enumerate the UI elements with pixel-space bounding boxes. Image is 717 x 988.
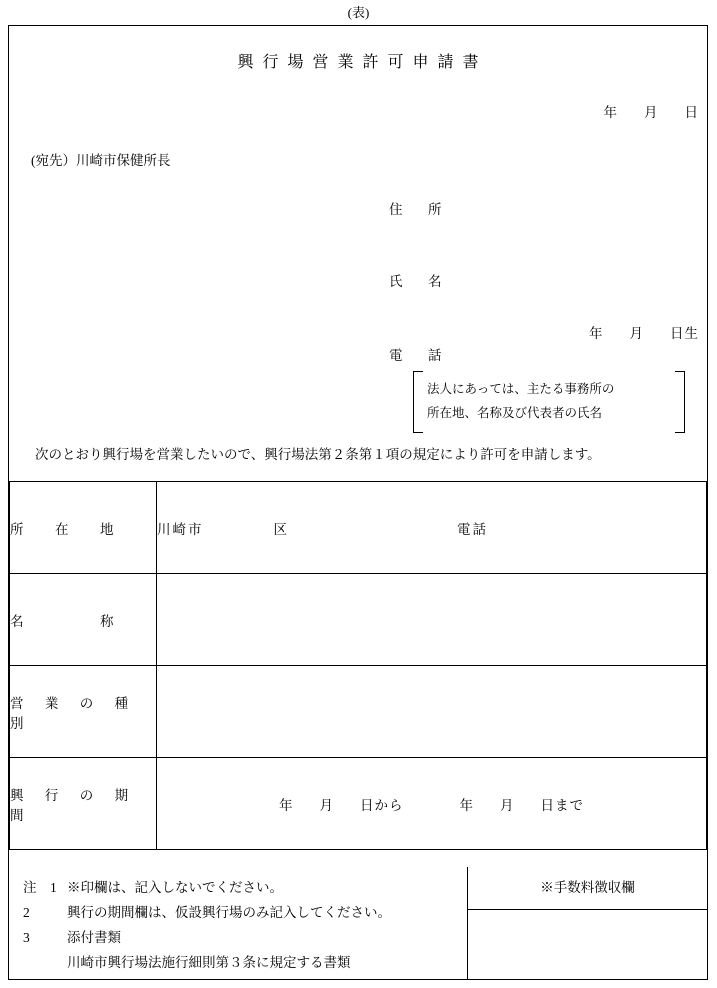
period-to-month: 月 <box>500 797 515 813</box>
period-to-year: 年 <box>459 797 474 813</box>
note-number-3: 3 <box>23 930 30 945</box>
form-table <box>9 481 707 850</box>
list-item <box>23 925 391 950</box>
table-row <box>10 758 707 850</box>
birth-year: 年 <box>589 326 604 341</box>
bracket-left <box>413 371 423 433</box>
bracket-right <box>675 371 685 433</box>
table-row <box>10 482 707 574</box>
date-line-top <box>604 101 700 121</box>
phone-field-label: 電 話 <box>389 348 448 363</box>
date-month: 月 <box>644 105 659 120</box>
row-value-period[interactable] <box>157 758 707 850</box>
period-to-day: 日まで <box>540 797 584 813</box>
tel-label: 電話 <box>457 521 488 537</box>
note-text-3: 添付書類 <box>67 930 121 945</box>
notes-list <box>23 875 391 975</box>
table-row <box>10 666 707 758</box>
fee-box-body[interactable] <box>468 910 707 980</box>
corporation-note-text <box>427 377 614 425</box>
date-day: 日 <box>684 105 699 120</box>
row-label-business-type: 営 業 の 種 別 <box>10 666 157 758</box>
omote-mark: (表) <box>347 5 370 20</box>
period-from-month: 月 <box>319 797 334 813</box>
row-value-location[interactable] <box>157 482 707 574</box>
corporation-note-line-2: 所在地、名称及び代表者の氏名 <box>427 406 603 420</box>
application-form <box>8 25 708 980</box>
address-field-label: 住 所 <box>389 202 448 217</box>
location-inputs <box>157 518 706 538</box>
row-value-name[interactable] <box>157 574 707 666</box>
list-item <box>23 875 391 900</box>
addressee-line: (宛先）川崎市保健所長 <box>31 153 171 168</box>
birthdate-line <box>589 322 699 342</box>
fee-box-header: ※手数料徴収欄 <box>468 867 707 910</box>
name-field-label: 氏 名 <box>389 274 448 289</box>
form-header <box>9 26 707 481</box>
fee-collection-box <box>467 867 707 980</box>
corporation-note-line-1: 法人にあっては、主たる事務所の <box>427 382 615 396</box>
row-value-business-type[interactable] <box>157 666 707 758</box>
row-label-period: 興 行 の 期 間 <box>10 758 157 850</box>
row-label-location: 所 在 地 <box>10 482 157 574</box>
lead-sentence: 次のとおり興行場を営業したいので、興行場法第２条第１項の規定により許可を申請します。 <box>35 447 601 462</box>
city-label: 川崎市 <box>157 521 204 537</box>
notes-region <box>9 867 707 981</box>
note-text-1: ※印欄は、記入しないでください。 <box>67 880 283 895</box>
period-from-year: 年 <box>279 797 294 813</box>
form-table-region <box>9 481 707 850</box>
page-title: 興行場営業許可申請書 <box>237 54 488 71</box>
note-sub-text: 川崎市興行場法施行細則第３条に規定する書類 <box>67 955 351 970</box>
note-text-2: 興行の期間欄は、仮設興行場のみ記入してください。 <box>67 905 391 920</box>
list-item <box>23 900 391 925</box>
note-number-1: 注 1 <box>23 880 57 895</box>
note-number-2: 2 <box>23 905 30 920</box>
birth-month: 月 <box>629 326 644 341</box>
period-from-day: 日から <box>360 797 404 813</box>
date-year: 年 <box>603 105 618 120</box>
corporation-note <box>413 371 685 431</box>
period-inputs <box>157 794 706 814</box>
table-row <box>10 574 707 666</box>
birth-day: 日生 <box>670 326 699 341</box>
row-label-name: 名 称 <box>10 574 157 666</box>
ward-label: 区 <box>273 521 287 537</box>
